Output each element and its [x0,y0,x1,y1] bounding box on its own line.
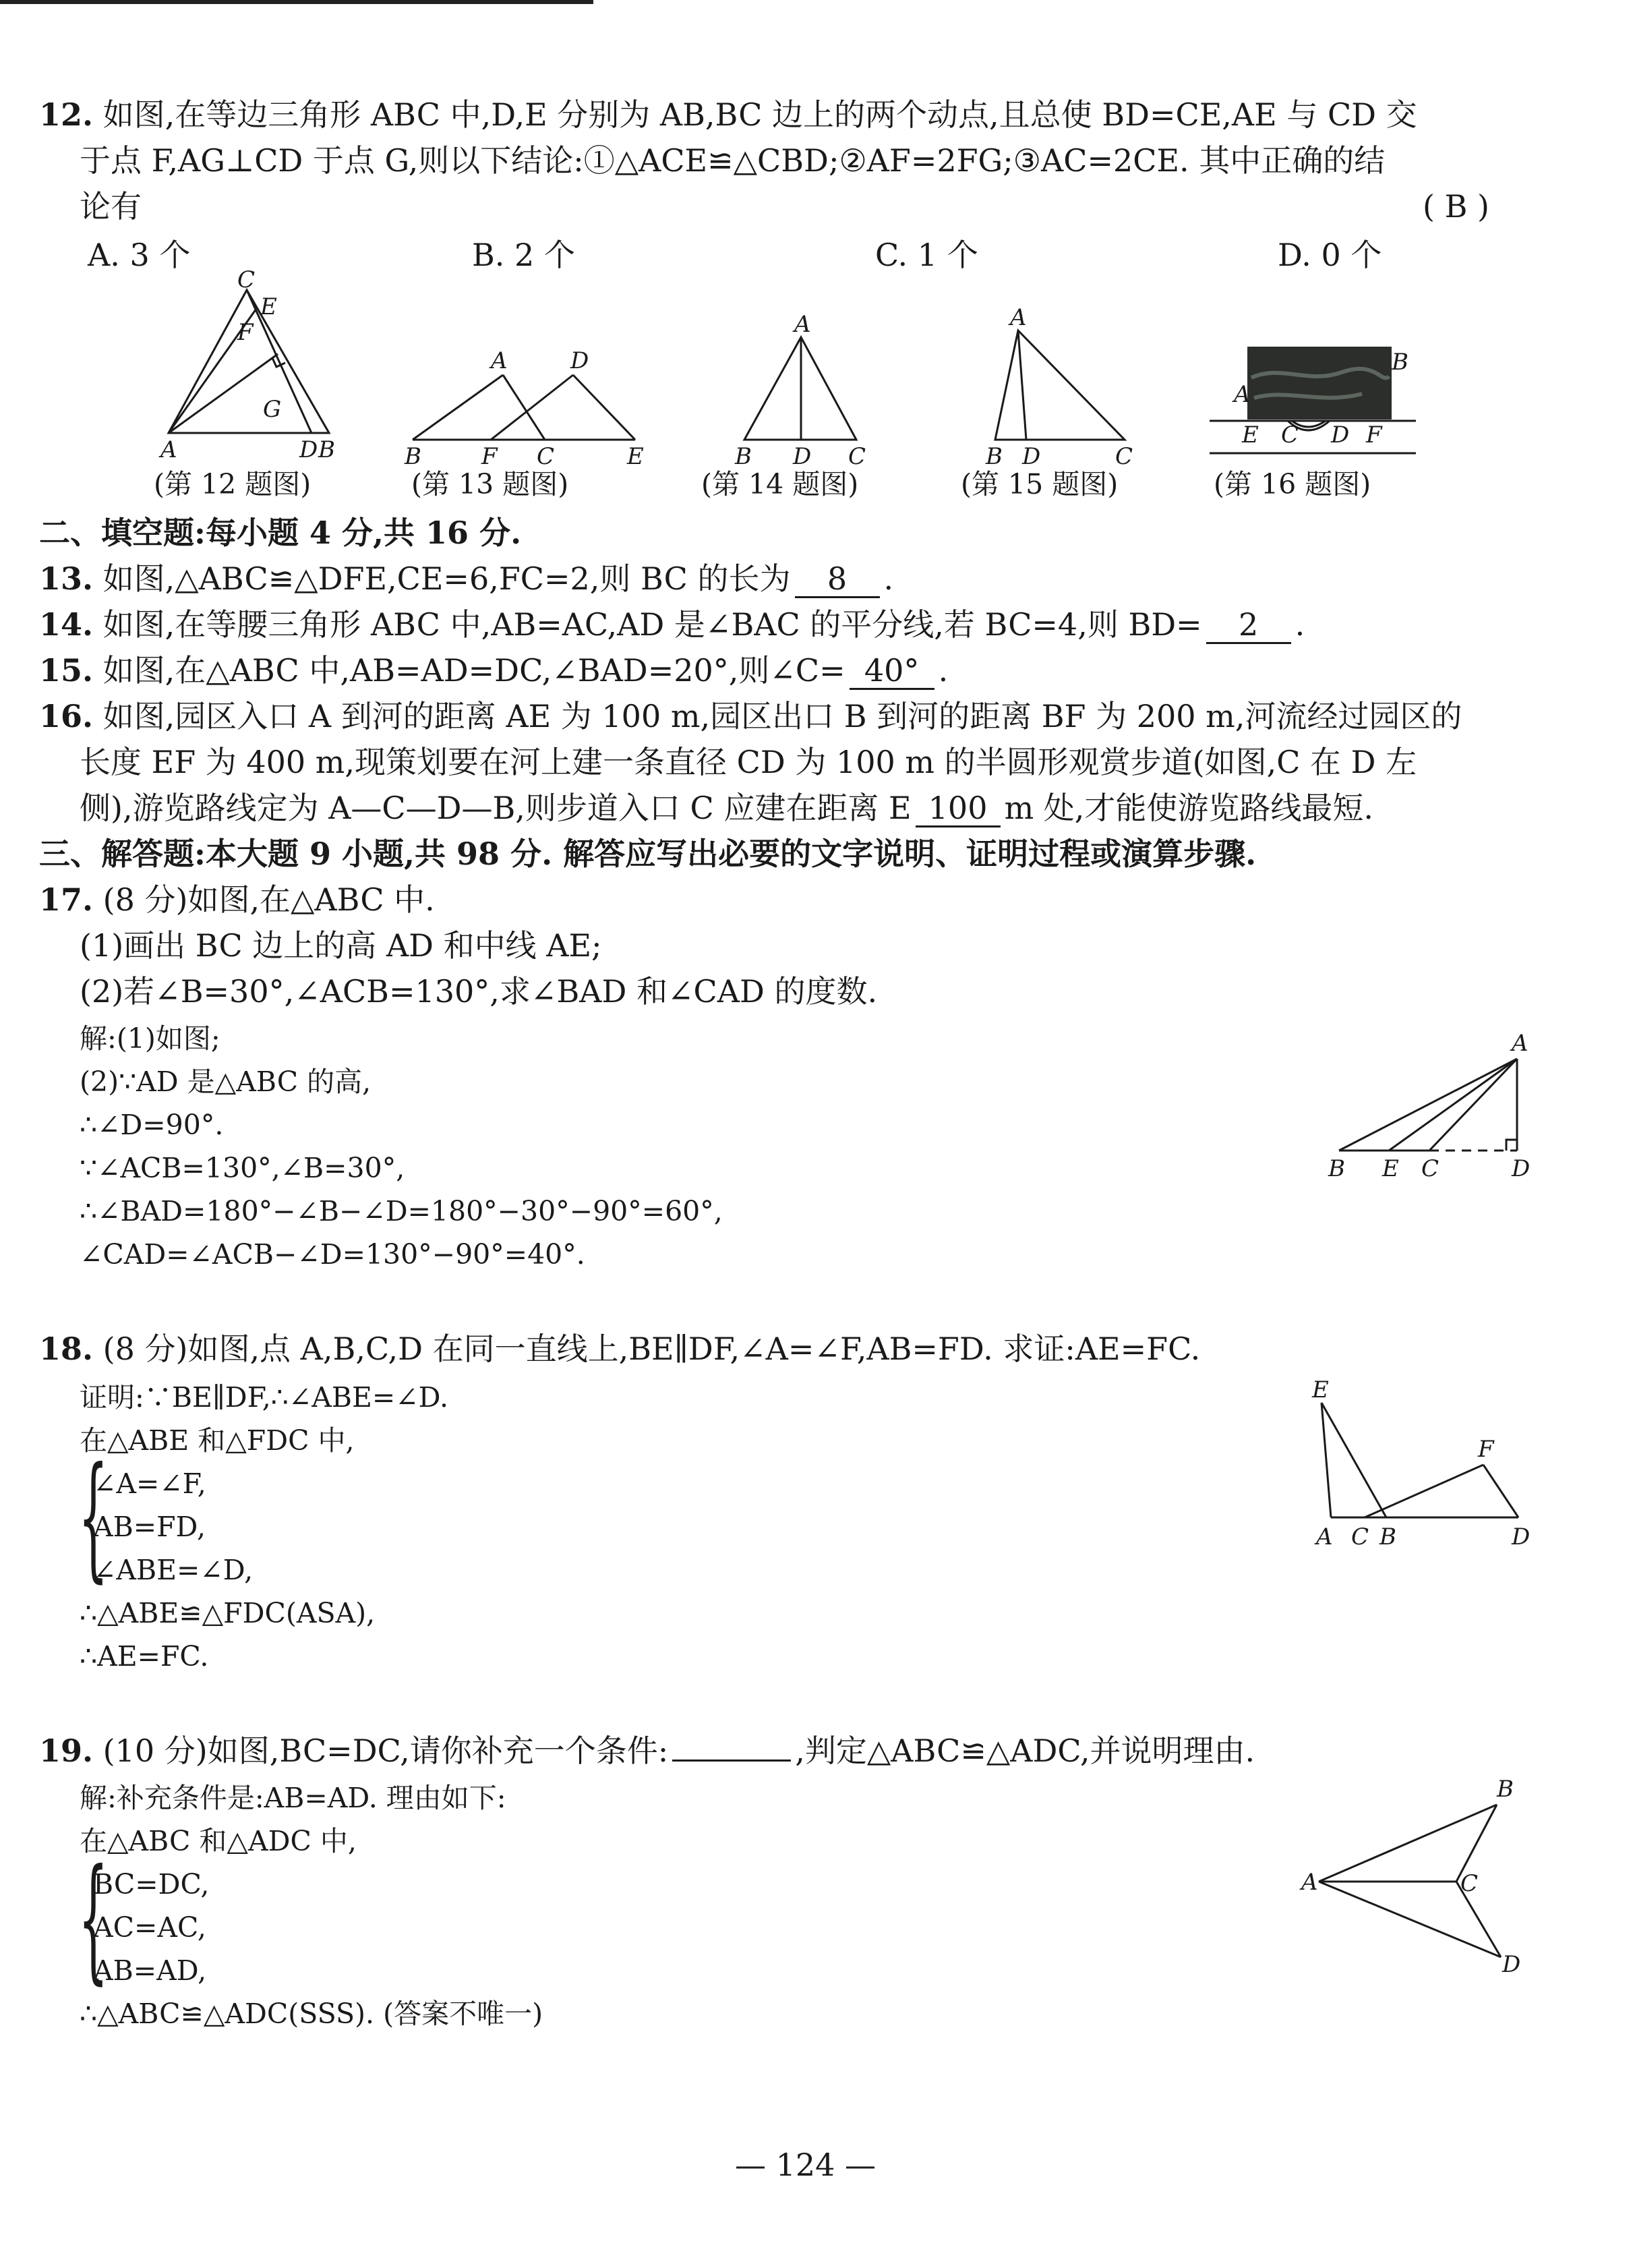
q16-answer-blank: 100 [916,790,1001,827]
figure-18 [1312,1376,1544,1558]
q13-text: 如图,△ABC≌△DFE,CE=6,FC=2,则 BC 的长为 [102,560,791,597]
figure-12 [160,266,337,463]
fig13-line-de [573,375,635,440]
q12-option-b: B. 2 个 [472,237,575,273]
figure-17 [1328,1030,1537,1182]
q19-solution-6: ∴△ABC≌△ADC(SSS). (答案不唯一) [80,1998,543,2030]
top-rule [0,0,593,4]
q18-number: 18. [39,1331,94,1367]
fig12-label-d: D [299,436,318,463]
fig12-label-a: A [160,436,177,463]
q16-line2: 长度 EF 为 400 m,现策划要在河上建一条直径 CD 为 100 m 的半圆形观赏步道(如图,C 在 D 左 [80,744,1417,780]
fig19-label-d: D [1502,1951,1521,1978]
fig12-caption: (第 12 题图) [154,468,311,500]
fig18-label-e: E [1312,1376,1329,1403]
q15-number: 15. [39,652,94,689]
q19-condition-blank [672,1760,791,1762]
q19-stem-text: (10 分)如图,BC=DC,请你补充一个条件: [102,1733,669,1769]
fig14-label-c: C [848,443,866,470]
q12-number: 12. [39,96,94,133]
q17-part2: (2)若∠B=30°,∠ACB=130°,求∠BAD 和∠CAD 的度数. [80,973,878,1010]
fig17-right-angle-mark [1506,1140,1517,1151]
fig13-label-c: C [537,443,555,470]
q16-line1 [39,695,1462,738]
q16-text-1: 如图,园区入口 A 到河的距离 AE 为 100 m,园区出口 B 到河的距离 BF 为 200 m,河流经过园区的 [102,698,1462,734]
q18-solution-7: ∴AE=FC. [80,1640,209,1673]
q17-solution-6: ∠CAD=∠ACB−∠D=130°−90°=40°. [80,1238,585,1271]
figure-13 [405,347,647,470]
q12-option-a: A. 3 个 [88,237,191,273]
q13-answer-blank: 8 [795,561,880,598]
q12-text-1: 如图,在等边三角形 ABC 中,D,E 分别为 AB,BC 边上的两个动点,且总使 BD=CE,AE 与 CD 交 [102,96,1417,133]
q17-number: 17. [39,881,94,918]
q16-line3 [80,786,1373,830]
fig17-label-b: B [1328,1155,1345,1182]
section3-title: 三、解答题:本大题 9 小题,共 98 分. 解答应写出必要的文字说明、证明过程或演算步骤. [39,836,1257,872]
fig18-label-f: F [1478,1436,1494,1463]
fig17-line-ae [1389,1059,1517,1151]
fig13-line-fd [491,375,573,440]
q19-solution-3: BC=DC, [93,1868,210,1900]
fig18-line-ae [1322,1403,1331,1517]
figure-16 [1207,337,1423,459]
fig18-label-c: C [1351,1523,1369,1550]
fig13-line-ba [413,375,503,440]
q15-answer-blank: 40° [850,653,934,690]
q17-solution-5: ∴∠BAD=180°−∠B−∠D=180°−30°−90°=60°, [80,1195,723,1227]
q14-number: 14. [39,606,94,643]
fig15-line-ad [1018,330,1026,440]
figure-15 [978,304,1139,470]
q14-text-end: . [1295,606,1305,643]
fig12-label-c: C [237,266,256,293]
q13-text-end: . [883,560,894,597]
q16-text-3-end: m 处,才能使游览路线最短. [1004,790,1374,826]
section2-title: 二、填空题:每小题 4 分,共 16 分. [39,515,522,551]
fig13-label-f: F [481,443,498,470]
q12-answer-bracket: ( B ) [1423,188,1489,225]
fig14-caption: (第 14 题图) [701,468,859,500]
fig17-label-d: D [1512,1155,1531,1182]
q18-solution-4: AB=FD, [93,1511,206,1543]
q18-brace: { [78,1438,109,1596]
q19-solution-4: AC=AC, [93,1911,206,1944]
fig18-label-d: D [1512,1523,1531,1550]
fig13-label-e: E [627,443,644,470]
fig16-label-e: E [1242,421,1259,448]
q12-line2: 于点 F,AG⊥CD 于点 G,则以下结论:①△ACE≌△CBD;②AF=2FG;③AC=2CE. 其中正确的结 [80,142,1386,179]
fig18-label-b: B [1379,1523,1396,1550]
q12-line3: 论有 [80,188,142,225]
q18-solution-5: ∠ABE=∠D, [93,1554,254,1586]
q15-text: 如图,在△ABC 中,AB=AD=DC,∠BAD=20°,则∠C= [102,652,845,689]
q17-solution-1: 解:(1)如图; [80,1022,220,1055]
fig17-line-ab [1339,1059,1517,1151]
q13-line [39,557,893,600]
q18-stem [39,1327,1200,1370]
fig19-label-a: A [1301,1869,1318,1896]
fig13-label-d: D [570,347,589,374]
figure-19 [1301,1776,1537,1978]
fig16-label-d: D [1331,421,1350,448]
fig17-line-ac [1429,1059,1517,1151]
fig16-label-f: F [1366,421,1382,448]
fig14-label-b: B [735,443,752,470]
fig17-label-e: E [1382,1155,1399,1182]
q17-solution-3: ∴∠D=90°. [80,1109,224,1141]
fig17-label-c: C [1421,1155,1439,1182]
q12-line1 [39,93,1417,136]
q19-solution-5: AB=AD, [93,1954,207,1987]
fig19-label-c: C [1460,1870,1479,1897]
q19-solution-2: 在△ABC 和△ADC 中, [80,1825,357,1857]
fig12-label-g: G [263,396,282,423]
q18-solution-1: 证明:∵BE∥DF,∴∠ABE=∠D. [80,1381,449,1414]
fig14-label-a: A [794,311,811,338]
fig16-label-b: B [1392,349,1408,376]
figure-14 [728,311,877,470]
fig15-triangle-abc [995,330,1125,440]
q12-option-d: D. 0 个 [1278,237,1382,273]
fig15-label-a: A [1010,304,1027,331]
q17-solution-2: (2)∵AD 是△ABC 的高, [80,1066,372,1098]
fig12-line-ag [169,354,278,433]
q18-solution-3: ∠A=∠F, [93,1467,206,1500]
q19-number: 19. [39,1733,94,1769]
fig13-caption: (第 13 题图) [411,468,569,500]
fig15-caption: (第 15 题图) [961,468,1119,500]
fig13-label-b: B [405,443,421,470]
fig13-label-a: A [491,347,508,374]
fig13-line-ac [503,375,545,440]
fig15-label-c: C [1115,443,1133,470]
fig16-label-c: C [1281,421,1299,448]
fig16-park-image [1247,347,1392,419]
q19-solution-1: 解:补充条件是:AB=AD. 理由如下: [80,1782,506,1814]
fig18-label-a: A [1316,1523,1333,1550]
q16-text-3: 侧),游览路线定为 A—C—D—B,则步道入口 C 应建在距离 E [80,790,912,826]
fig16-caption: (第 16 题图) [1214,468,1371,500]
q12-option-c: C. 1 个 [875,237,978,273]
page-number: — 124 — [735,2147,877,2183]
q13-number: 13. [39,560,94,597]
q14-text: 如图,在等腰三角形 ABC 中,AB=AC,AD 是∠BAC 的平分线,若 BC=4,则 BD= [102,606,1202,643]
fig17-label-a: A [1512,1030,1528,1057]
fig12-label-b: B [318,436,335,463]
fig12-label-f: F [237,319,254,346]
q14-answer-blank: 2 [1206,607,1291,644]
q17-stem-text: (8 分)如图,在△ABC 中. [102,881,435,918]
q18-solution-2: 在△ABE 和△FDC 中, [80,1424,355,1457]
q14-line [39,603,1305,646]
fig14-label-d: D [793,443,812,470]
fig18-line-cf [1365,1465,1483,1517]
fig12-triangle-abc [169,290,329,433]
q17-part1: (1)画出 BC 边上的高 AD 和中线 AE; [80,927,602,964]
fig16-label-a: A [1234,381,1251,408]
fig18-line-eb [1322,1403,1386,1517]
fig19-label-b: B [1497,1776,1514,1803]
fig15-label-d: D [1022,443,1041,470]
q18-solution-6: ∴△ABE≌△FDC(ASA), [80,1597,376,1629]
q17-stem [39,878,435,921]
q19-stem [39,1729,1255,1772]
fig15-label-b: B [986,443,1003,470]
q17-solution-4: ∵∠ACB=130°,∠B=30°, [80,1152,405,1184]
q15-text-end: . [938,652,949,689]
q16-number: 16. [39,698,94,734]
fig18-line-fd [1483,1465,1518,1517]
q19-stem-text-end: ,判定△ABC≌△ADC,并说明理由. [795,1733,1255,1769]
q15-line [39,649,948,692]
q18-stem-text: (8 分)如图,点 A,B,C,D 在同一直线上,BE∥DF,∠A=∠F,AB=FD. 求证:AE=FC. [102,1331,1201,1367]
fig12-label-e: E [260,293,277,320]
q19-brace: { [78,1840,109,1998]
